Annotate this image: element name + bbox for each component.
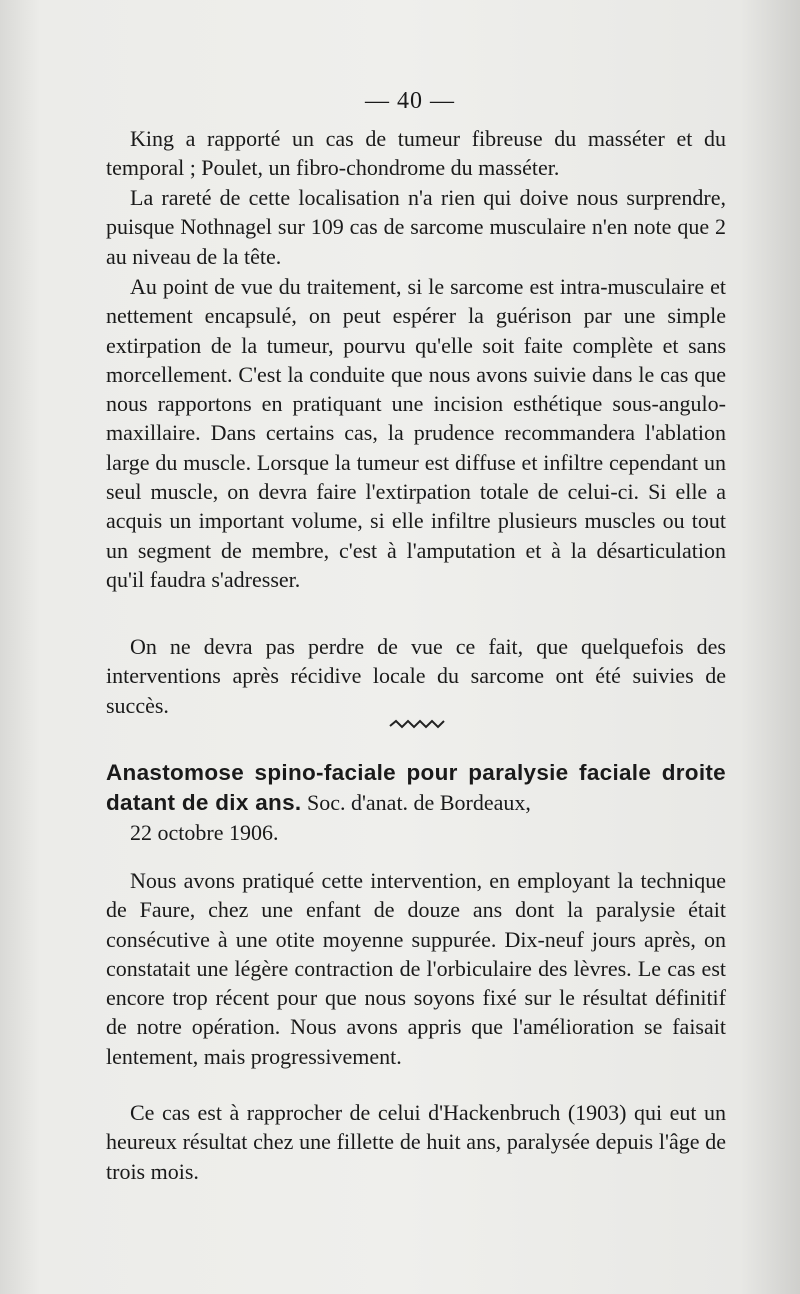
wavy-divider [388,716,448,736]
paragraph-3 [106,272,726,594]
section-title: Anastomose spino-faciale pour paralysie faciale droite datant de dix ans. [106,760,726,815]
paragraph-text: Au point de vue du traitement, si le sarcome est intra-musculaire et nettement encapsulé, on peut espérer la guérison par une simple extirpation de la tumeur, pourvu qu'elle soit faite complète et sans morcellement. C'est la conduite que nous avons suivie dans le cas que nous rapportons en pratiquant une incision esthétique sous-angulo-maxillaire. Dans certains cas, la prudence recommandera l'ablation large du muscle. Lorsque la tumeur est diffuse et infiltre cependant un seul muscle, on devra faire l'extirpation totale de celui-ci. Si elle a acquis un important volume, si elle infiltre plusieurs muscles ou tout un segment de membre, c'est à l'amputation et à la désarticulation qu'il faudra s'adresser. [106,274,726,592]
section-heading [106,758,726,848]
paragraph-text: King a rapporté un cas de tumeur fibreuse du masséter et du temporal ; Poulet, un fibro-chondrome du masséter. [106,126,726,181]
paragraph-4 [106,632,726,720]
paragraph-1 [106,124,726,183]
paragraph-text: Nous avons pratiqué cette intervention, en employant la technique de Faure, chez une enfant de douze ans dont la paralysie était consécutive à une otite moyenne suppurée. Dix-neuf jours après, on constatait une légère contraction de l'orbiculaire des lèvres. Le cas est encore trop récent pour que nous soyons fixé sur le résultat définitif de notre opération. Nous avons appris que l'amélioration se faisait lentement, mais progressivement. [106,868,726,1069]
page-number: — 40 — [365,88,455,114]
section-date: 22 octobre 1906. [130,820,279,845]
paragraph-text: La rareté de cette localisation n'a rien qui doive nous surprendre, puisque Nothnagel sur 109 cas de sarcome musculaire n'en note que 2 au niveau de la tête. [106,185,726,269]
section-paragraph-2 [106,1098,726,1186]
paragraph-text: On ne devra pas perdre de vue ce fait, que quelquefois des interventions après récidive locale du sarcome ont été suivies de succès. [106,634,726,718]
section-paragraph-1 [106,866,726,1071]
paragraph-2 [106,183,726,271]
paragraph-text: Ce cas est à rapprocher de celui d'Hackenbruch (1903) qui eut un heureux résultat chez une fillette de huit ans, paralysée depuis l'âge de trois mois. [106,1100,726,1184]
section-source: Soc. d'anat. de Bordeaux, [306,790,531,815]
